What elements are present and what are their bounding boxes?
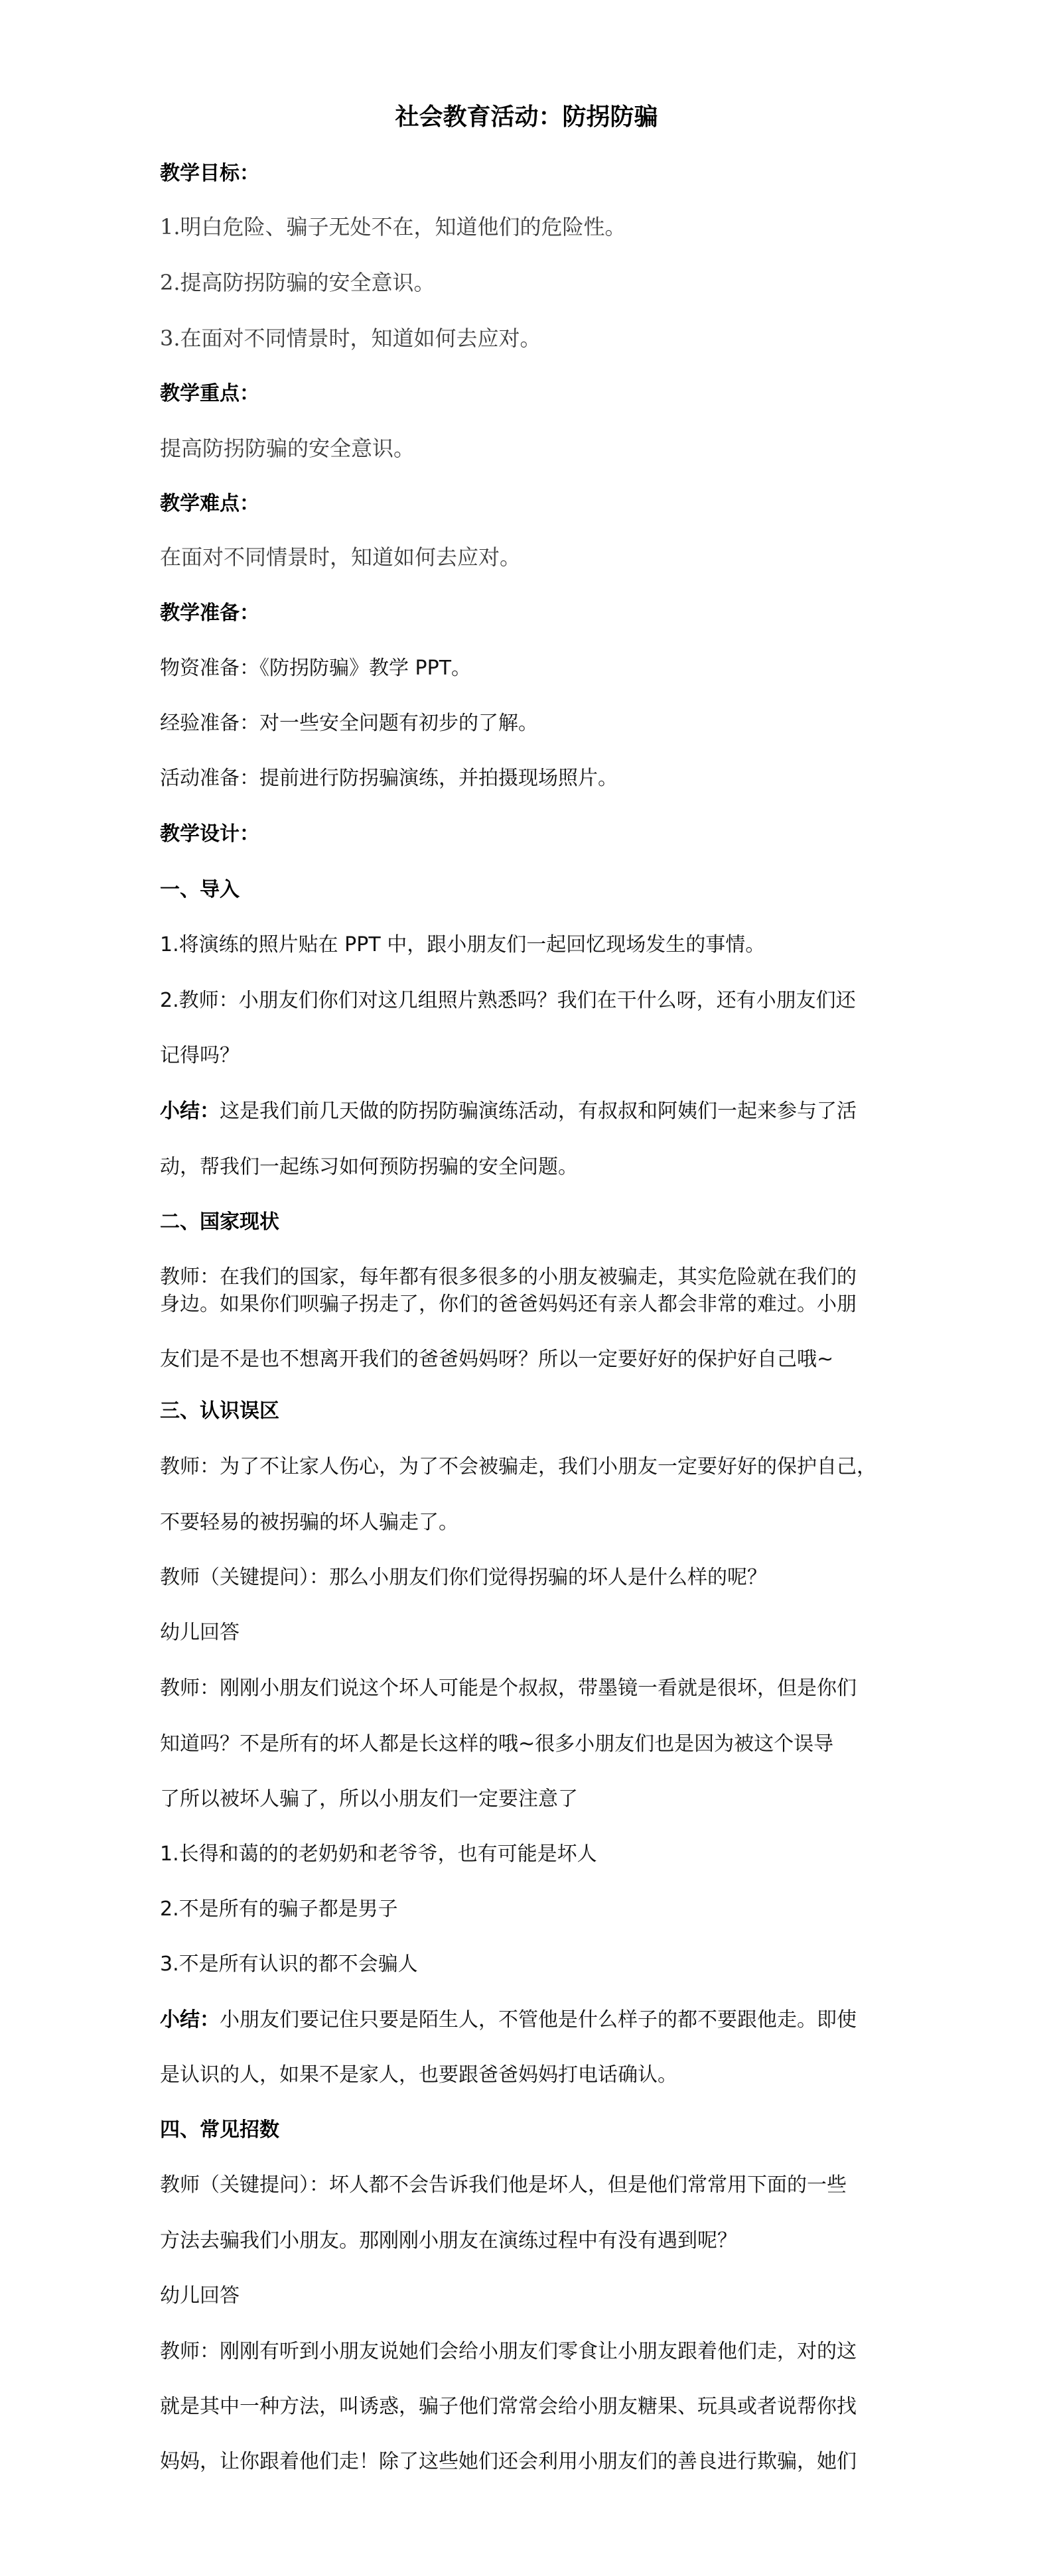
paragraph-line: 教师（关键提问）：那么小朋友们你们觉得拐骗的坏人是什么样的呢？ — [160, 1566, 767, 1589]
paragraph-line: 知道吗？不是所有的坏人都是长这样的哦~很多小朋友们也是因为被这个误导 — [160, 1732, 834, 1756]
paragraph-line: 幼儿回答 — [160, 2284, 240, 2307]
difficulty-heading: 教学难点： — [160, 492, 259, 515]
paragraph-line: 妈妈，让你跟着他们走！除了这些她们还会利用小朋友们的善良进行欺骗，她们 — [160, 2450, 857, 2473]
preparation-item: 活动准备：提前进行防拐骗演练，并拍摄现场照片。 — [160, 767, 618, 790]
paragraph-line: 2.教师：小朋友们你们对这几组照片熟悉吗？我们在干什么呀，还有小朋友们还 — [160, 989, 856, 1012]
paragraph-line: 教师：刚刚有听到小朋友说她们会给小朋友们零食让小朋友跟着他们走，对的这 — [160, 2340, 857, 2363]
paragraph-line: 教师：在我们的国家，每年都有很多很多的小朋友被骗走，其实危险就在我们的 — [160, 1265, 857, 1289]
paragraph-line: 1.将演练的照片贴在 PPT 中，跟小朋友们一起回忆现场发生的事情。 — [160, 933, 766, 956]
summary-label: 小结： — [160, 1100, 220, 1123]
paragraph-line: 友们是不是也不想离开我们的爸爸妈妈呀？所以一定要好好的保护好自己哦~ — [160, 1348, 834, 1371]
document-title: 社会教育活动：防拐防骗 — [395, 103, 658, 131]
paragraph-line: 身边。如果你们呗骗子拐走了，你们的爸爸妈妈还有亲人都会非常的难过。小朋 — [160, 1293, 857, 1316]
difficulty-text: 在面对不同情景时，知道如何去应对。 — [160, 545, 522, 570]
summary-label: 小结： — [160, 2008, 220, 2031]
paragraph-line: 教师：为了不让家人伤心，为了不会被骗走，我们小朋友一定要好好的保护自己， — [160, 1455, 877, 1478]
summary-line: 是认识的人，如果不是家人，也要跟爸爸妈妈打电话确认。 — [160, 2063, 677, 2087]
paragraph-line: 教师（关键提问）：坏人都不会告诉我们他是坏人，但是他们常常用下面的一些 — [160, 2173, 847, 2197]
paragraph-line: 就是其中一种方法，叫诱惑，骗子他们常常会给小朋友糖果、玩具或者说帮你找 — [160, 2395, 857, 2418]
paragraph-line: 1.长得和蔼的的老奶奶和老爷爷，也有可能是坏人 — [160, 1842, 597, 1866]
paragraph-line: 方法去骗我们小朋友。那刚刚小朋友在演练过程中有没有遇到呢？ — [160, 2229, 737, 2252]
objective-item: 1.明白危险、骗子无处不在，知道他们的危险性。 — [160, 214, 626, 239]
paragraph-line: 幼儿回答 — [160, 1621, 240, 1644]
design-heading: 教学设计： — [160, 822, 259, 846]
preparation-item: 物资准备：《防拐防骗》教学 PPT。 — [160, 657, 472, 680]
paragraph-line: 3.不是所有认识的都不会骗人 — [160, 1953, 418, 1976]
summary-line — [160, 1098, 896, 1125]
section-heading-intro: 一、导入 — [160, 878, 240, 901]
section-heading-tactics: 四、常见招数 — [160, 2118, 279, 2142]
key-point-heading: 教学重点： — [160, 382, 259, 405]
objective-item: 3.在面对不同情景时，知道如何去应对。 — [160, 326, 541, 351]
objectives-heading: 教学目标： — [160, 162, 259, 185]
summary-text: 这是我们前几天做的防拐防骗演练活动，有叔叔和阿姨们一起来参与了活 — [220, 1100, 857, 1123]
objective-item: 2.提高防拐防骗的安全意识。 — [160, 270, 435, 295]
summary-text: 小朋友们要记住只要是陌生人，不管他是什么样子的都不要跟他走。即使 — [220, 2008, 857, 2031]
paragraph-line: 记得吗？ — [160, 1044, 240, 1067]
summary-line — [160, 2007, 896, 2033]
paragraph-line: 不要轻易的被拐骗的坏人骗走了。 — [160, 1511, 458, 1534]
paragraph-line: 教师：刚刚小朋友们说这个坏人可能是个叔叔，带墨镜一看就是很坏，但是你们 — [160, 1677, 857, 1700]
paragraph-line: 了所以被坏人骗了，所以小朋友们一定要注意了 — [160, 1787, 578, 1811]
preparation-heading: 教学准备： — [160, 602, 259, 625]
key-point-text: 提高防拐防骗的安全意识。 — [160, 436, 415, 461]
section-heading-misconceptions: 三、认识误区 — [160, 1399, 279, 1423]
section-heading-status: 二、国家现状 — [160, 1210, 279, 1234]
summary-line: 动，帮我们一起练习如何预防拐骗的安全问题。 — [160, 1155, 578, 1179]
preparation-item: 经验准备：对一些安全问题有初步的了解。 — [160, 712, 538, 735]
paragraph-line: 2.不是所有的骗子都是男子 — [160, 1898, 398, 1921]
